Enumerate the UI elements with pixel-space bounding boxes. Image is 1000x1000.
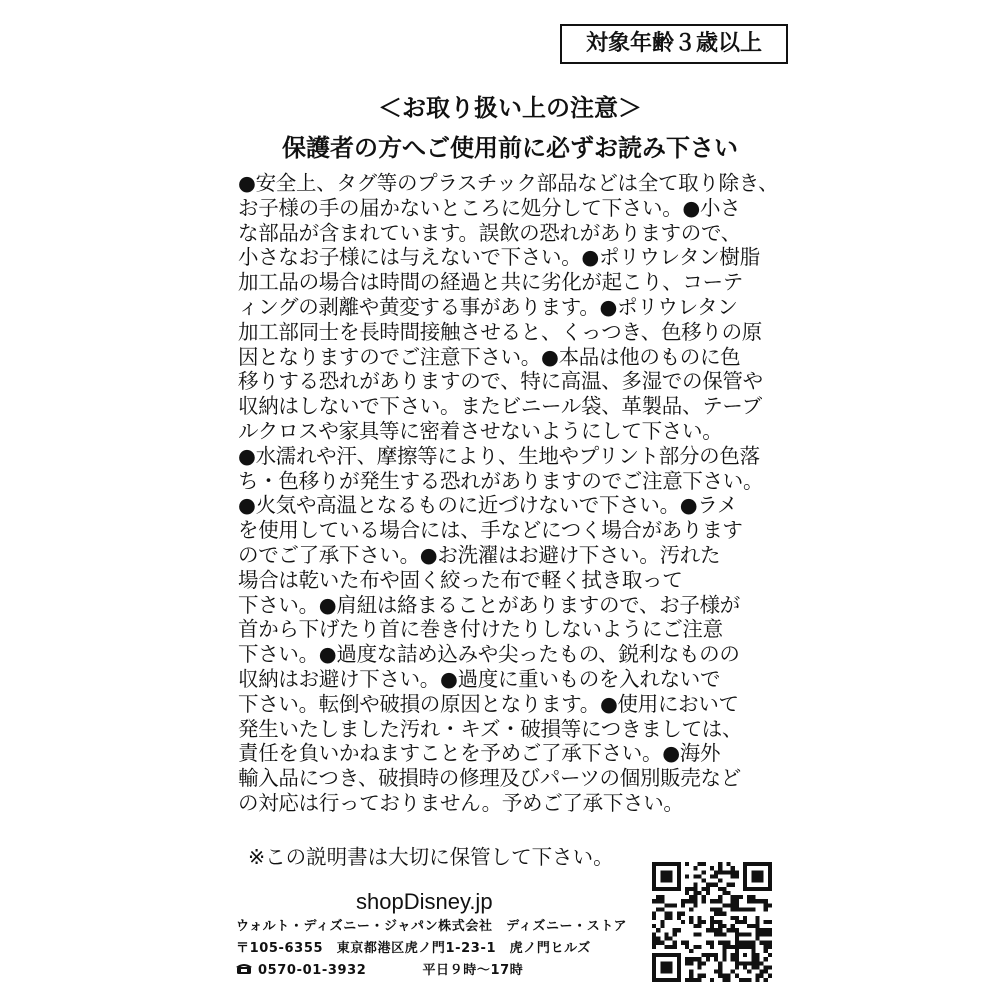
caution-body xyxy=(238,171,798,816)
body-line: を使用している場合には、手などにつく場合があります xyxy=(238,518,743,543)
body-line: 責任を負いかねますことを予めご了承下さい。●海外 xyxy=(238,741,721,766)
company-name: ウォルト・ディズニー・ジャパン株式会社 ディズニー・ストア xyxy=(236,919,628,934)
body-line: 加工品の場合は時間の経過と共に劣化が起こり、コーテ xyxy=(238,270,743,295)
phone-icon xyxy=(236,963,252,975)
body-line: ち・色移りが発生する恐れがありますのでご注意下さい。 xyxy=(238,468,764,493)
body-line: 輸入品につき、破損時の修理及びパーツの個別販売など xyxy=(238,766,741,791)
body-line: 下さい。転倒や破損の原因となります。●使用において xyxy=(238,691,739,716)
body-line: のでご了承下さい。●お洗濯はお避け下さい。汚れた xyxy=(238,542,721,567)
body-line: ●安全上、タグ等のプラスチック部品などは全て取り除き、 xyxy=(238,171,779,195)
body-line: 因となりますのでご注意下さい。●本品は他のものに色 xyxy=(238,344,741,369)
phone-number: 0570-01-3932 xyxy=(258,963,367,978)
caution-subheading: 保護者の方へご使用前に必ずお読み下さい xyxy=(282,134,738,162)
body-line: な部品が含まれています。誤飲の恐れがありますので、 xyxy=(238,220,741,245)
body-line: の対応は行っておりません。予めご了承下さい。 xyxy=(238,790,684,815)
body-line: お子様の手の届かないところに処分して下さい。●小さ xyxy=(238,195,741,220)
body-line: 場合は乾いた布や固く絞った布で軽く拭き取って xyxy=(238,567,683,592)
body-line: 下さい。●過度な詰め込みや尖ったもの、鋭利なものの xyxy=(238,642,740,667)
company-address: 〒105-6355 東京都港区虎ノ門1-23-1 虎ノ門ヒルズ xyxy=(236,941,591,956)
body-line: 加工部同士を長時間接触させると、くっつき、色移りの原 xyxy=(238,319,762,344)
body-line: 首から下げたり首に巻き付けたりしないようにご注意 xyxy=(238,617,723,642)
body-line: ●火気や高温となるものに近づけないで下さい。●ラメ xyxy=(238,493,738,518)
qr-code-icon[interactable] xyxy=(652,862,772,982)
body-line: 収納はお避け下さい。●過度に重いものを入れないで xyxy=(238,666,721,691)
body-line: 発生いたしました汚れ・キズ・破損等につきましては、 xyxy=(238,716,743,741)
body-line: ルクロスや家具等に密着させないようにして下さい。 xyxy=(238,418,723,443)
caution-heading: ＜お取り扱い上の注意＞ xyxy=(378,94,642,122)
body-line: ●水濡れや汗、摩擦等により、生地やプリント部分の色落 xyxy=(238,443,760,468)
site-url: shopDisney.jp xyxy=(356,889,493,914)
body-line: 下さい。●肩紐は絡まることがありますので、お子様が xyxy=(238,592,740,617)
age-label: 対象年齢３歳以上 xyxy=(560,24,788,64)
contact-line xyxy=(236,962,523,980)
business-hours: 平日９時～17時 xyxy=(422,963,524,978)
body-line: 収納はしないで下さい。またビニール袋、革製品、テーブ xyxy=(238,394,762,419)
footnote: ※この説明書は大切に保管して下さい。 xyxy=(248,845,614,869)
body-line: 移りする恐れがありますので、特に高温、多湿での保管や xyxy=(238,369,763,394)
body-line: 小さなお子様には与えないで下さい。●ポリウレタン樹脂 xyxy=(238,245,760,270)
body-line: ィングの剥離や黄変する事があります。●ポリウレタン xyxy=(238,294,738,319)
